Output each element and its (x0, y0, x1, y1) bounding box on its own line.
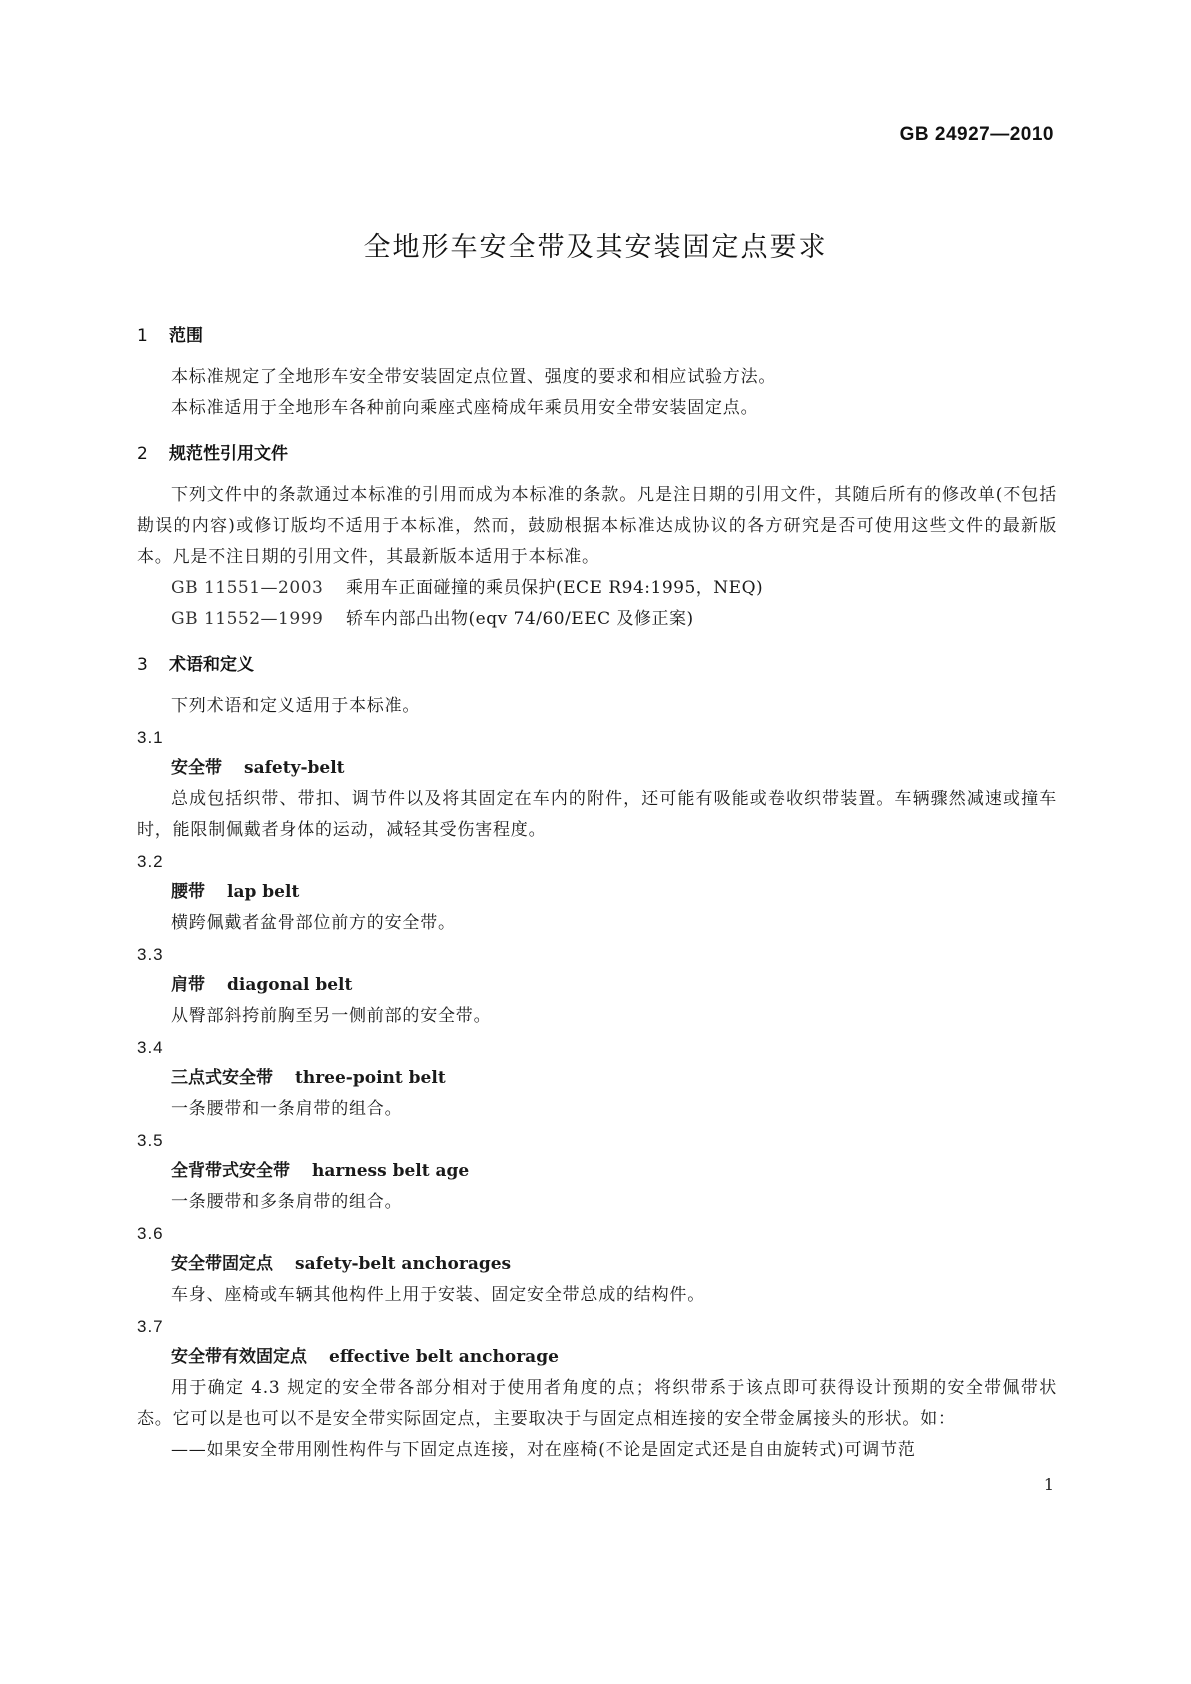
term-zh: 全背带式安全带 (171, 1161, 290, 1181)
reference-code: GB 11552—1999 (171, 609, 324, 629)
section-number: 2 (137, 444, 148, 464)
section-heading-normative-references (137, 438, 1057, 470)
clause-number: 3.1 (137, 728, 164, 747)
term-definition: 总成包括织带、带扣、调节件以及将其固定在车内的附件，还可能有吸能或卷收织带装置。车辆骤然减速或撞车时，能限制佩戴者身体的运动，减轻其受伤害程度。 (137, 789, 1057, 840)
term-zh: 安全带固定点 (171, 1254, 273, 1274)
reference-title: 乘用车正面碰撞的乘员保护(ECE R94:1995，NEQ) (346, 578, 764, 598)
clause-number: 3.3 (137, 945, 164, 964)
section-title: 范围 (169, 326, 203, 346)
term-definition: 用于确定 4.3 规定的安全带各部分相对于使用者角度的点；将织带系于该点即可获得设计预期的安全带佩带状态。它可以是也可以不是安全带实际固定点，主要取决于与固定点相连接的安全带金属接头的形状。如： (137, 1378, 1057, 1429)
term-entry (137, 1342, 1057, 1373)
term-en: lap belt (227, 882, 300, 902)
term-definition: 一条腰带和一条肩带的组合。 (171, 1099, 403, 1119)
reference-item (137, 604, 1057, 635)
term-en: three-point belt (295, 1068, 446, 1088)
term-definition: 车身、座椅或车辆其他构件上用于安装、固定安全带总成的结构件。 (171, 1285, 705, 1305)
paragraph: 下列文件中的条款通过本标准的引用而成为本标准的条款。凡是注日期的引用文件，其随后所有的修改单(不包括勘误的内容)或修订版均不适用于本标准，然而，鼓励根据本标准达成协议的各方研究是否可使用这些文件的最新版本。凡是不注日期的引用文件，其最新版本适用于本标准。 (137, 485, 1057, 567)
clause-number: 3.6 (137, 1224, 164, 1243)
clause-number: 3.2 (137, 852, 164, 871)
clause-number: 3.4 (137, 1038, 164, 1057)
page-number: 1 (1043, 1475, 1054, 1494)
paragraph: 下列术语和定义适用于本标准。 (171, 696, 421, 716)
term-entry (137, 1249, 1057, 1280)
term-definition: 一条腰带和多条肩带的组合。 (171, 1192, 403, 1212)
term-definition: 从臀部斜挎前胸至另一侧前部的安全带。 (171, 1006, 492, 1026)
term-zh: 安全带有效固定点 (171, 1347, 307, 1367)
term-entry (137, 753, 1057, 784)
term-en: safety-belt anchorages (295, 1254, 512, 1274)
paragraph: 本标准适用于全地形车各种前向乘座式座椅成年乘员用安全带安装固定点。 (171, 398, 759, 418)
term-definition: 横跨佩戴者盆骨部位前方的安全带。 (171, 913, 456, 933)
term-zh: 三点式安全带 (171, 1068, 273, 1088)
term-en: effective belt anchorage (329, 1347, 559, 1367)
paragraph: 本标准规定了全地形车安全带安装固定点位置、强度的要求和相应试验方法。 (171, 367, 777, 387)
section-number: 1 (137, 326, 148, 346)
section-title: 术语和定义 (169, 655, 254, 675)
term-entry (137, 1156, 1057, 1187)
section-heading-terms (137, 649, 1057, 681)
term-entry (137, 1063, 1057, 1094)
section-number: 3 (137, 655, 148, 675)
term-zh: 肩带 (171, 975, 205, 995)
document-body (137, 320, 1057, 1466)
section-heading-scope (137, 320, 1057, 352)
term-en: safety-belt (244, 758, 345, 778)
term-en: harness belt age (312, 1161, 470, 1181)
term-entry (137, 970, 1057, 1001)
reference-item (137, 573, 1057, 604)
section-title: 规范性引用文件 (169, 444, 288, 464)
document-title: 全地形车安全带及其安装固定点要求 (363, 232, 828, 263)
reference-title: 轿车内部凸出物(eqv 74/60/EEC 及修正案) (346, 609, 694, 629)
list-item: ——如果安全带用刚性构件与下固定点连接，对在座椅(不论是固定式还是自由旋转式)可调节范 (171, 1440, 916, 1460)
term-zh: 安全带 (171, 758, 222, 778)
term-en: diagonal belt (227, 975, 353, 995)
standard-code: GB 24927—2010 (899, 124, 1054, 145)
reference-code: GB 11551—2003 (171, 578, 324, 598)
clause-number: 3.7 (137, 1317, 164, 1336)
clause-number: 3.5 (137, 1131, 164, 1150)
term-entry (137, 877, 1057, 908)
term-zh: 腰带 (171, 882, 205, 902)
